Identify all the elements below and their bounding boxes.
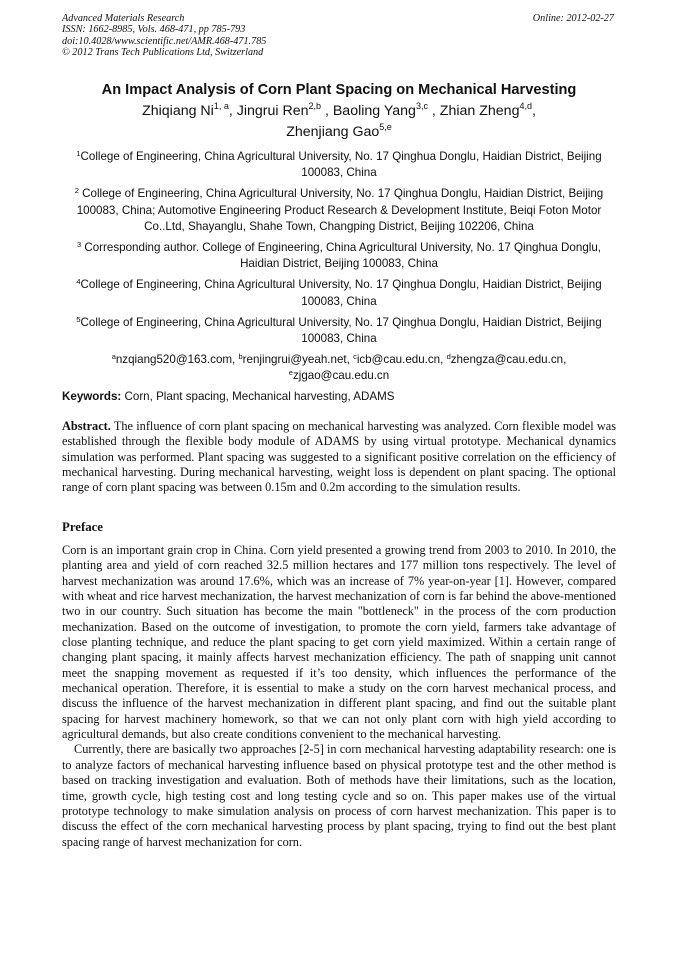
email-link[interactable]: icb@cau.edu.cn, (356, 353, 447, 367)
email-link[interactable]: zhengza@cau.edu.cn, (450, 353, 567, 367)
abstract-label: Abstract. (62, 419, 111, 433)
author-name: Zhiqiang Ni (142, 103, 214, 119)
author-list: Zhiqiang Ni$^{1, a}$, Jingrui Ren$^{2,b}$ , Baoling Yang$^{3,c}$ , Zhian Zheng$^{4,d}$, Zhenjiang Gao$^{5,e}$ (142, 101, 536, 140)
author-sup: 2,b (308, 101, 322, 111)
author-name: Jingrui Ren (236, 103, 309, 119)
copyright-line: © 2012 Trans Tech Publications Ltd, Switzerland (62, 47, 264, 59)
doi-line: doi:10.4028/www.scientific.net/AMR.468-471.785 (62, 35, 267, 47)
keywords (62, 389, 616, 404)
email-list: $^a$nzqiang520@163.com, $^b$renjingrui@yeah.net, $^c$icb@cau.edu.cn, $^d$zhengza@cau.edu.cn, $^e$zjgao@cau.edu.cn (111, 352, 567, 383)
author-sup: 4,d (519, 101, 532, 111)
paragraph: Currently, there are basically two approaches [2-5] in corn mechanical harvesting adaptability research: one is to analyze factors of mechanical harvesting influence based on physical prototype test and the other method is based on tracking investigation and evaluation. Both of methods have their limitations, such as the location, time, growth cycle, high testing cost and long testing cycle and so on. This paper makes use of the virtual prototype technology to make simulation analysis on process of corn harvest mechanization. This paper is to discuss the effect of the corn mechanical harvesting process by plant spacing, trying to find out the best plant spacing range of harvest mechanization for corn. (62, 742, 616, 849)
email-link[interactable]: renjingrui@yeah.net, (242, 353, 354, 367)
keywords-text: Corn, Plant spacing, Mechanical harvesting, ADAMS (121, 390, 395, 403)
author-sup: 1, a (213, 101, 229, 111)
author-sup: 3,c (415, 101, 428, 111)
affiliation-list (62, 149, 616, 390)
issn-line: ISSN: 1662-8985, Vols. 468-471, pp 785-793 (62, 24, 246, 36)
section-heading-preface: Preface (62, 520, 103, 534)
author-sup: 5,e (379, 122, 392, 132)
paper-title: An Impact Analysis of Corn Plant Spacing on Mechanical Harvesting (101, 82, 577, 98)
abstract (62, 419, 616, 496)
online-date: Online: 2012-02-27 (532, 13, 614, 24)
affiliation: $^2$ College of Engineering, China Agricultural University, No. 17 Qinghua Donglu, Haidian District, Beijing 100083, China; Automotive Engineering Product Research & Development Institute, Beiqi Foton Motor Co..Ltd, Shayanglu, Shahe Town, Changping District, Beijing 102206, China (74, 186, 604, 233)
keywords-label: Keywords: (62, 390, 122, 403)
journal-name: Advanced Materials Research (62, 13, 185, 24)
author-name: Baoling Yang (332, 103, 416, 119)
affiliation: $^1$College of Engineering, China Agricultural University, No. 17 Qinghua Donglu, Haidian District, Beijing 100083, China (76, 149, 602, 180)
affiliation: $^4$College of Engineering, China Agricultural University, No. 17 Qinghua Donglu, Haidian District, Beijing 100083, China (76, 277, 602, 308)
abstract-text: The influence of corn plant spacing on mechanical harvesting was analyzed. Corn flexible model was established through the flexible body module of ADAMS by using virtual prototype. Mechanical dynamics simulation was performed. Plant spacing was suggested to a significant positive correlation on the efficiency of mechanical harvesting. During mechanical harvesting, weight loss is dependent on plant spacing. The optional range of corn plant spacing was between 0.15m and 0.2m according to the simulation results. (62, 419, 616, 495)
affiliation: $^3$ Corresponding author. College of Engineering, China Agricultural University, No. 17 Qinghua Donglu, Haidian District, Beijing 100083, China (76, 240, 602, 271)
affiliation: $^5$College of Engineering, China Agricultural University, No. 17 Qinghua Donglu, Haidian District, Beijing 100083, China (76, 314, 602, 346)
journal-header (62, 13, 266, 59)
author-name: Zhian Zheng (439, 103, 520, 119)
email-link[interactable]: nzqiang520@163.com, (115, 353, 239, 367)
preface-section (62, 543, 616, 850)
email-link[interactable]: zjgao@cau.edu.cn (292, 369, 390, 383)
paragraph: Corn is an important grain crop in China. Corn yield presented a growing trend from 2003 to 2010. In 2010, the planting area and yield of corn reached 32.5 million hectares and 177 million tons respectively. The level of harvest mechanization was around 17.6%, which was an increase of 7% year-on-year [1]. However, compared with wheat and rice harvest mechanization, the harvest mechanization of corn is far behind the above-mentioned two in our country. Such situation has become the main "bottleneck" in the process of the corn production mechanization. Based on the outcome of investigation, to promote the corn yield, farmers take advantage of close planting technique, and reduce the plant spacing to get corn yield maximized. Within a certain range of changing plant spacing, it mainly affects harvest mechanization efficiency. The path of snapping unit cannot meet the snapping movement as requested if it’s too density, which influences the performance of the mechanical operation. Therefore, it is essential to make a study on the corn harvest mechanical process, and discuss the influence of the harvest mechanization in different plant spacing, and find out the suitable plant spacing for harvest machinery homework, so that we can not only plant corn with high yield according to agricultural demands, but also create conditions convenient to the mechanical harvesting. (62, 543, 616, 742)
author-name: Zhenjiang Gao (286, 124, 380, 140)
